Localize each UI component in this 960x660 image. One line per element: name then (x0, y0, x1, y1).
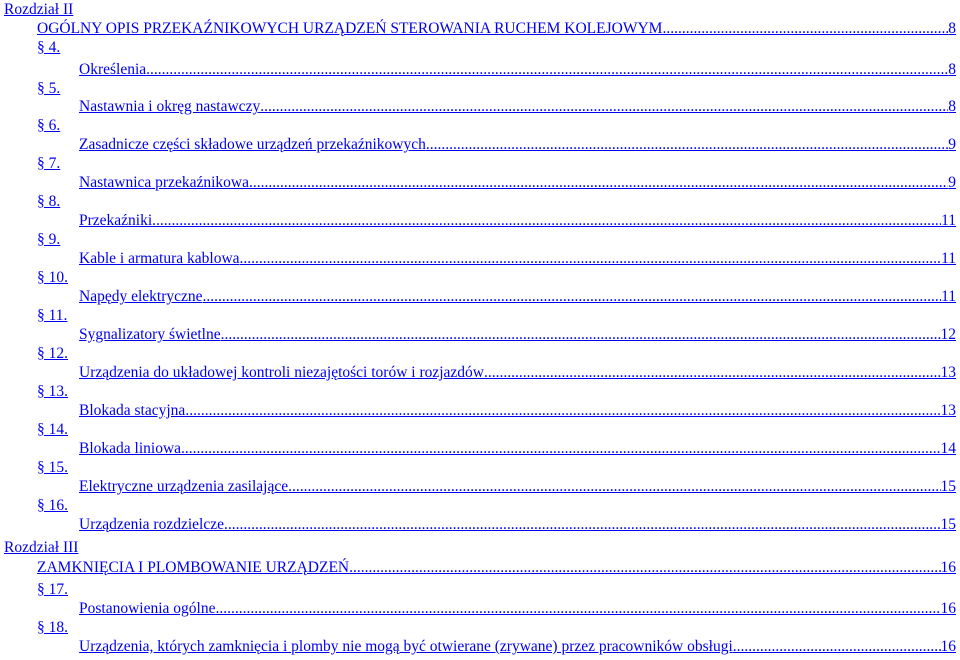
chapter-3-heading[interactable]: Rozdział III (4, 539, 79, 556)
chapter-2-heading[interactable]: Rozdział II (4, 1, 74, 18)
section-9-entry[interactable] (79, 249, 956, 268)
toc-page-number: 13 (940, 402, 956, 419)
toc-leader-dots (260, 97, 948, 116)
toc-title: Nastawnica przekaźnikowa (79, 174, 249, 191)
toc-page-number: 11 (941, 250, 956, 267)
toc-leader-dots (215, 599, 940, 618)
toc-title: Blokada liniowa (79, 440, 182, 457)
section-number-7[interactable]: § 7. (37, 155, 61, 172)
section-number-17[interactable]: § 17. (37, 581, 68, 598)
toc-title: Postanowienia ogólne (79, 600, 216, 617)
toc-page-number: 16 (940, 600, 956, 617)
section-16-entry[interactable] (79, 515, 956, 534)
toc-title: Określenia (79, 61, 147, 78)
chapter-3-title-entry[interactable] (37, 558, 956, 577)
section-number-12[interactable]: § 12. (37, 345, 68, 362)
toc-page-number: 8 (948, 98, 956, 115)
toc-leader-dots (240, 249, 942, 268)
toc-leader-dots (249, 173, 948, 192)
section-13-entry[interactable] (79, 401, 956, 420)
toc-leader-dots (349, 558, 940, 577)
toc-page-number: 11 (941, 212, 956, 229)
section-12-entry[interactable] (79, 363, 956, 382)
toc-leader-dots (152, 211, 941, 230)
toc-leader-dots (224, 515, 941, 534)
toc-title: Urządzenia, których zamknięcia i plomby nie mogą być otwierane (zrywane) przez pracowników obsługi (79, 638, 733, 655)
section-15-entry[interactable] (79, 477, 956, 496)
toc-title: Przekaźniki (79, 212, 153, 229)
toc-page-number: 12 (940, 326, 956, 343)
toc-page-number: 13 (940, 364, 956, 381)
toc-page-number: 8 (948, 61, 956, 78)
toc-page-number: 15 (940, 516, 956, 533)
section-5-entry[interactable] (79, 97, 956, 116)
toc-title: Blokada stacyjna (79, 402, 186, 419)
toc-leader-dots (484, 363, 940, 382)
toc-page-number: 8 (948, 20, 956, 37)
toc-page-number: 16 (940, 559, 956, 576)
section-number-6[interactable]: § 6. (37, 117, 61, 134)
section-number-14[interactable]: § 14. (37, 421, 68, 438)
section-number-10[interactable]: § 10. (37, 269, 68, 286)
toc-title: Zasadnicze części składowe urządzeń przekaźnikowych (79, 136, 426, 153)
toc-leader-dots (662, 19, 948, 38)
section-number-15[interactable]: § 15. (37, 459, 68, 476)
toc-leader-dots (733, 637, 941, 656)
toc-title: Nastawnia i okręg nastawczy (79, 98, 261, 115)
toc-title: ZAMKNIĘCIA I PLOMBOWANIE URZĄDZEŃ (37, 559, 350, 576)
toc-page-number: 9 (948, 136, 956, 153)
section-6-entry[interactable] (79, 135, 956, 154)
section-7-entry[interactable] (79, 173, 956, 192)
toc-title: Elektryczne urządzenia zasilające (79, 478, 289, 495)
section-17-entry[interactable] (79, 599, 956, 618)
toc-title: Napędy elektryczne (79, 288, 203, 305)
toc-page-number: 11 (941, 288, 956, 305)
toc-page-number: 15 (940, 478, 956, 495)
section-4-entry[interactable] (79, 60, 956, 79)
section-number-18[interactable]: § 18. (37, 619, 68, 636)
section-8-entry[interactable] (79, 211, 956, 230)
toc-page-number: 14 (940, 440, 956, 457)
section-14-entry[interactable] (79, 439, 956, 458)
toc-leader-dots (426, 135, 948, 154)
toc-title: OGÓLNY OPIS PRZEKAŹNIKOWYCH URZĄDZEŃ STEROWANIA RUCHEM KOLEJOWYM (37, 20, 663, 37)
toc-page-number: 16 (940, 638, 956, 655)
section-number-5[interactable]: § 5. (37, 80, 61, 97)
section-10-entry[interactable] (79, 287, 956, 306)
section-number-4[interactable]: § 4. (37, 39, 61, 56)
toc-leader-dots (203, 287, 942, 306)
toc-leader-dots (185, 401, 940, 420)
toc-leader-dots (181, 439, 940, 458)
toc-title: Urządzenia rozdzielcze (79, 516, 224, 533)
toc-leader-dots (146, 60, 948, 79)
toc-leader-dots (288, 477, 940, 496)
section-18-entry[interactable] (79, 637, 956, 656)
chapter-2-title-entry[interactable] (37, 19, 956, 38)
toc-title: Sygnalizatory świetlne (79, 326, 221, 343)
section-number-16[interactable]: § 16. (37, 497, 68, 514)
section-number-9[interactable]: § 9. (37, 231, 61, 248)
toc-leader-dots (221, 325, 941, 344)
section-11-entry[interactable] (79, 325, 956, 344)
toc-page-number: 9 (948, 174, 956, 191)
section-number-13[interactable]: § 13. (37, 383, 68, 400)
toc-title: Kable i armatura kablowa (79, 250, 240, 267)
section-number-11[interactable]: § 11. (37, 307, 68, 324)
toc-title: Urządzenia do układowej kontroli niezajętości torów i rozjazdów (79, 364, 485, 381)
section-number-8[interactable]: § 8. (37, 193, 61, 210)
